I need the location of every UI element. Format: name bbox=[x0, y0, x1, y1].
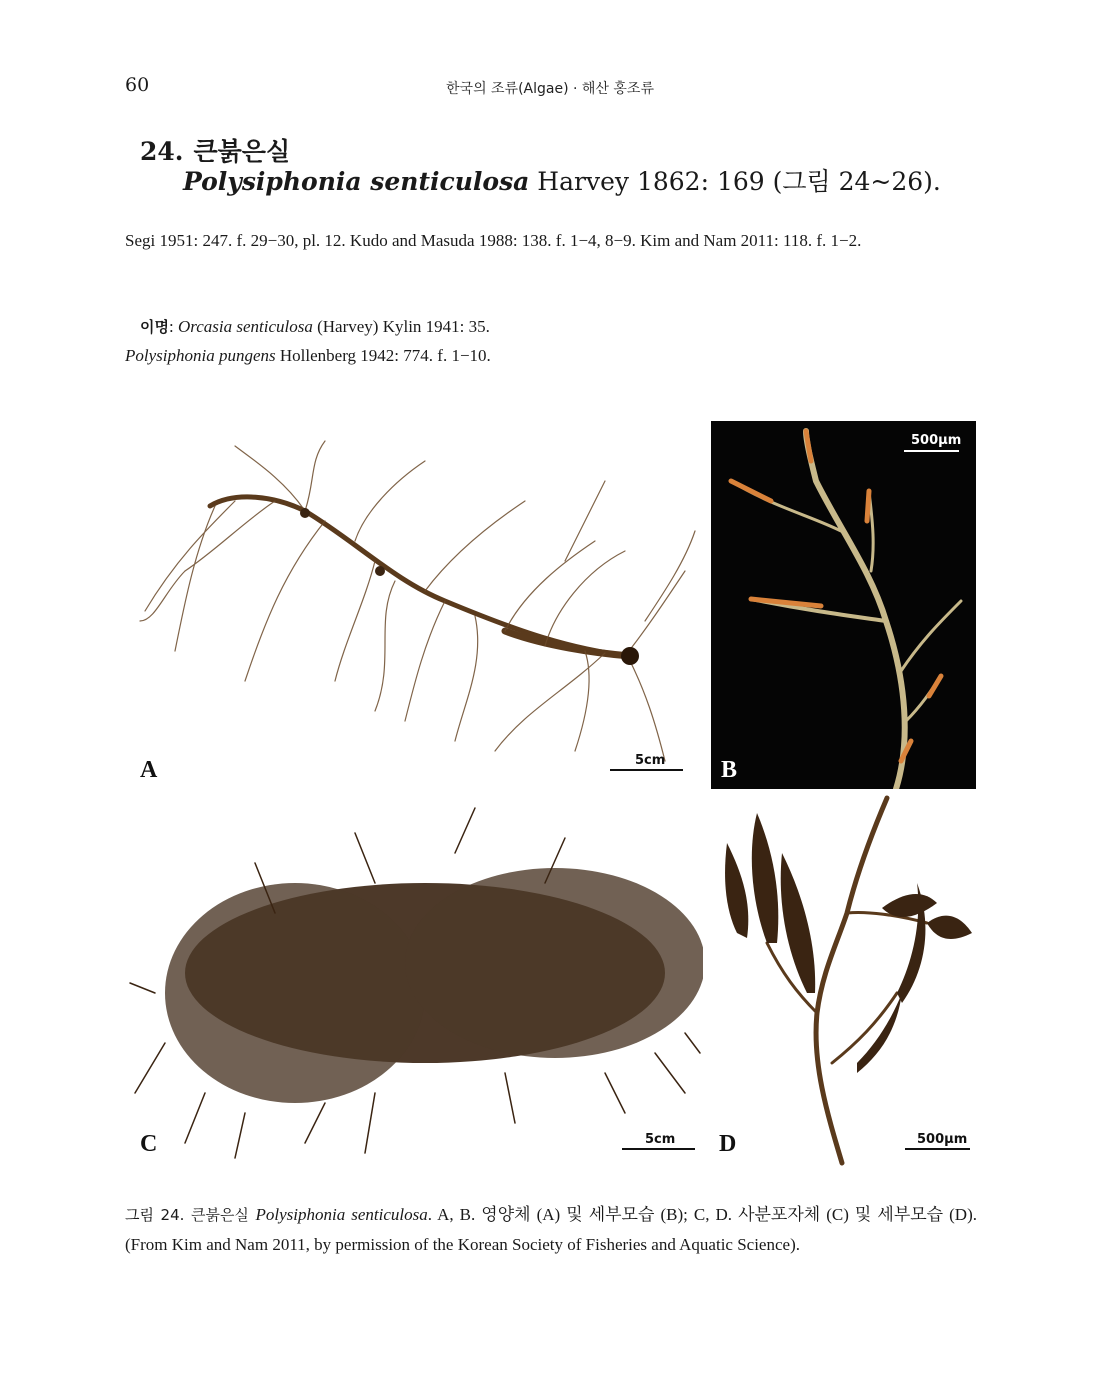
references bbox=[125, 226, 985, 256]
micrograph-branch-photo bbox=[711, 421, 976, 789]
scale-bar-b bbox=[904, 450, 959, 452]
page-number: 60 bbox=[125, 74, 150, 96]
synonym-1-name: Orcasia senticulosa bbox=[177, 317, 313, 336]
figure-panel-b bbox=[711, 421, 976, 789]
scale-label-c: 5cm bbox=[645, 1132, 676, 1147]
caption-text: . A, B. 영양체 (A) 및 세부모습 (B); C, D. 사분포자체 (C) 및 세부모습 (D). (From Kim and Nam 2011, by permission of the Korean Society of Fisheries and Aquatic Science). bbox=[125, 1205, 977, 1254]
algae-specimen-photo bbox=[125, 421, 703, 791]
algae-specimen-photo bbox=[125, 793, 703, 1168]
caption-label: 그림 24. 큰붉은실 bbox=[125, 1206, 256, 1224]
references-text: Segi 1951: 247. f. 29−30, pl. 12. Kudo and Masuda 1988: 138. f. 1−4, 8−9. Kim and Nam 2011: 118. f. 1−2. bbox=[125, 231, 862, 250]
scale-label-d: 500μm bbox=[917, 1132, 968, 1147]
scale-bar-a bbox=[610, 769, 683, 771]
synonym-line-2 bbox=[125, 346, 491, 366]
figure-panel-a bbox=[125, 421, 703, 791]
scale-bar-d bbox=[905, 1148, 970, 1150]
entry-korean-name: 큰붉은실 bbox=[193, 137, 291, 166]
panel-letter-b: B bbox=[721, 757, 738, 783]
synonym-colon: : bbox=[168, 317, 178, 336]
synonym-2-rest: Hollenberg 1942: 774. f. 1−10. bbox=[275, 346, 491, 365]
micrograph-branch-photo bbox=[707, 793, 977, 1168]
panel-letter-a: A bbox=[140, 757, 158, 783]
scale-label-a: 5cm bbox=[635, 753, 666, 768]
panel-letter-d: D bbox=[719, 1131, 737, 1157]
running-head: 한국의 조류(Algae) · 해산 홍조류 bbox=[446, 81, 654, 97]
figure-panel-c bbox=[125, 793, 703, 1168]
scale-bar-c bbox=[622, 1148, 695, 1150]
entry-number: 24. bbox=[140, 137, 184, 166]
synonym-label: 이명 bbox=[140, 318, 169, 336]
synonym-line-1 bbox=[140, 316, 490, 337]
species-authority: Harvey 1862: 169 (그림 24~26). bbox=[529, 167, 941, 196]
species-name: Polysiphonia senticulosa bbox=[183, 167, 530, 196]
scale-label-b: 500μm bbox=[911, 433, 962, 448]
synonym-2-name: Polysiphonia pungens bbox=[125, 346, 276, 365]
synonym-1-rest: (Harvey) Kylin 1941: 35. bbox=[312, 317, 490, 336]
panel-letter-c: C bbox=[140, 1131, 158, 1157]
species-line bbox=[183, 162, 941, 198]
figure-panel-d bbox=[707, 793, 977, 1168]
caption-species: Polysiphonia senticulosa bbox=[255, 1205, 428, 1224]
figure-caption bbox=[125, 1200, 977, 1260]
